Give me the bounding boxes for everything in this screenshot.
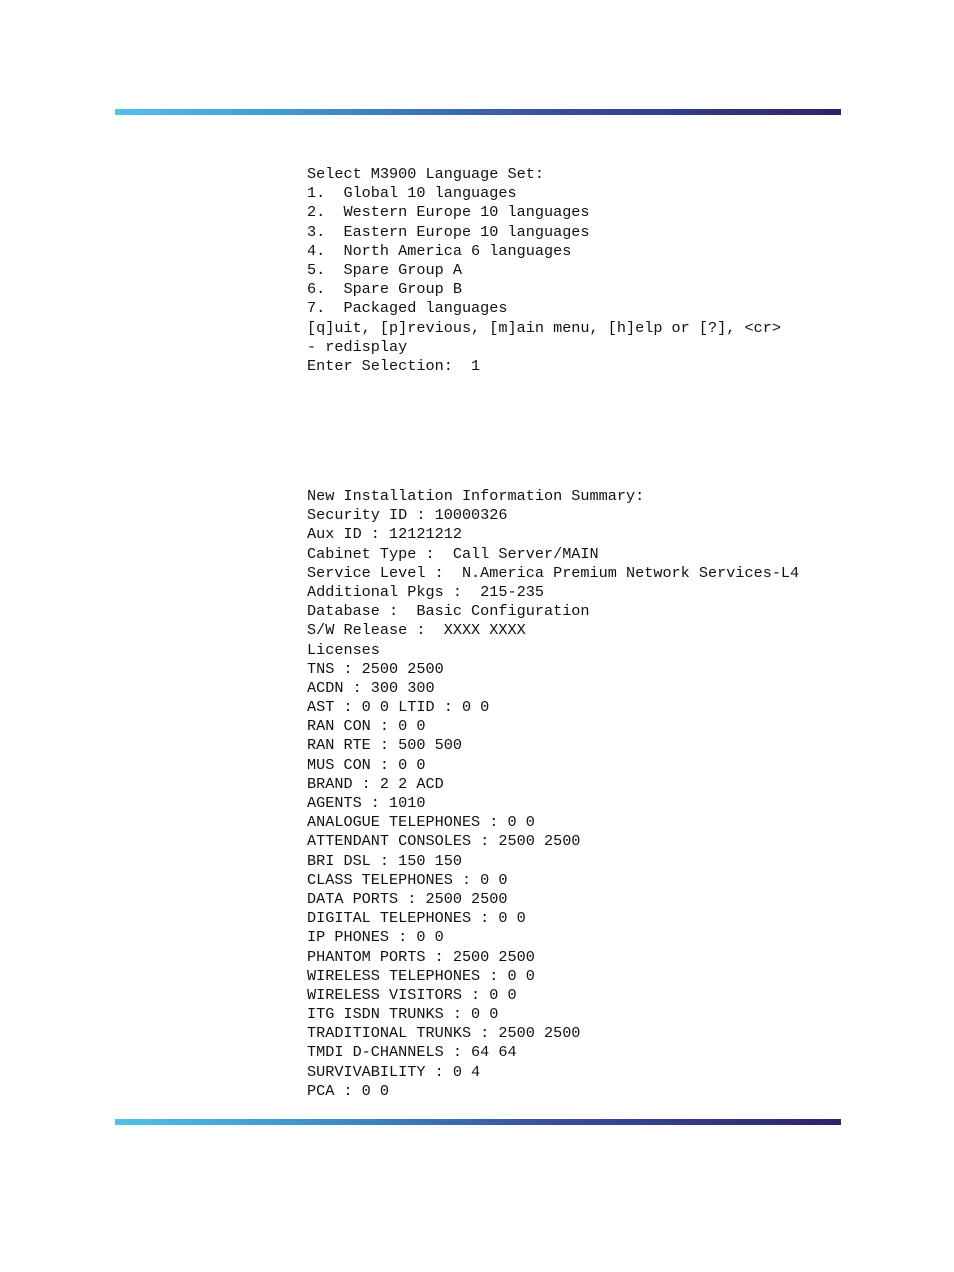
menu-option-7: 7. Packaged languages [307, 299, 508, 318]
license-line: CLASS TELEPHONES : 0 0 [307, 870, 508, 889]
license-line: PCA : 0 0 [307, 1081, 390, 1100]
license-line: DIGITAL TELEPHONES : 0 0 [307, 909, 526, 928]
summary-title: New Installation Information Summary: [307, 487, 645, 505]
summary-additional-pkgs: Additional Pkgs : 215-235 [307, 582, 544, 601]
language-set-menu [307, 165, 781, 376]
license-line: ACDN : 300 300 [307, 678, 435, 697]
license-line: ANALOGUE TELEPHONES : 0 0 [307, 813, 535, 832]
license-line: RAN CON : 0 0 [307, 717, 426, 736]
menu-navigation-redisplay: - redisplay [307, 337, 408, 356]
summary-database: Database : Basic Configuration [307, 602, 590, 621]
license-line: WIRELESS VISITORS : 0 0 [307, 985, 517, 1004]
header-rule [115, 109, 841, 115]
menu-prompt: Select M3900 Language Set: [307, 165, 544, 183]
summary-service-level: Service Level : N.America Premium Network Services-L4 [307, 563, 800, 582]
menu-navigation-help: [q]uit, [p]revious, [m]ain menu, [h]elp or [?], <cr> [307, 318, 781, 337]
menu-option-6: 6. Spare Group B [307, 280, 462, 299]
license-line: AGENTS : 1010 [307, 794, 426, 812]
menu-option-4: 4. North America 6 languages [307, 241, 572, 260]
summary-sw-release: S/W Release : XXXX XXXX [307, 621, 526, 640]
license-line: WIRELESS TELEPHONES : 0 0 [307, 966, 535, 985]
license-line: TMDI D-CHANNELS : 64 64 [307, 1043, 517, 1062]
summary-security-id: Security ID : 10000326 [307, 506, 508, 525]
license-line: IP PHONES : 0 0 [307, 928, 444, 947]
summary-licenses-heading: Licenses [307, 640, 380, 659]
summary-cabinet-type: Cabinet Type : Call Server/MAIN [307, 544, 599, 563]
license-line: ATTENDANT CONSOLES : 2500 2500 [307, 832, 581, 851]
license-line: AST : 0 0 LTID : 0 0 [307, 698, 490, 717]
footer-rule [115, 1119, 841, 1125]
license-line: ITG ISDN TRUNKS : 0 0 [307, 1005, 499, 1024]
menu-selection-entry: Enter Selection: 1 [307, 356, 481, 375]
license-line: RAN RTE : 500 500 [307, 736, 462, 755]
menu-option-2: 2. Western Europe 10 languages [307, 203, 590, 222]
menu-option-5: 5. Spare Group A [307, 260, 462, 279]
license-line: TNS : 2500 2500 [307, 659, 444, 678]
menu-option-3: 3. Eastern Europe 10 languages [307, 222, 590, 241]
menu-option-1: 1. Global 10 languages [307, 184, 517, 203]
summary-aux-id: Aux ID : 12121212 [307, 525, 462, 544]
license-line: MUS CON : 0 0 [307, 755, 426, 774]
installation-summary [307, 487, 799, 1101]
license-line: DATA PORTS : 2500 2500 [307, 889, 508, 908]
license-line: TRADITIONAL TRUNKS : 2500 2500 [307, 1024, 581, 1043]
license-line: PHANTOM PORTS : 2500 2500 [307, 947, 535, 966]
license-line: BRAND : 2 2 ACD [307, 774, 444, 793]
license-line: BRI DSL : 150 150 [307, 851, 462, 870]
license-line: SURVIVABILITY : 0 4 [307, 1062, 481, 1081]
